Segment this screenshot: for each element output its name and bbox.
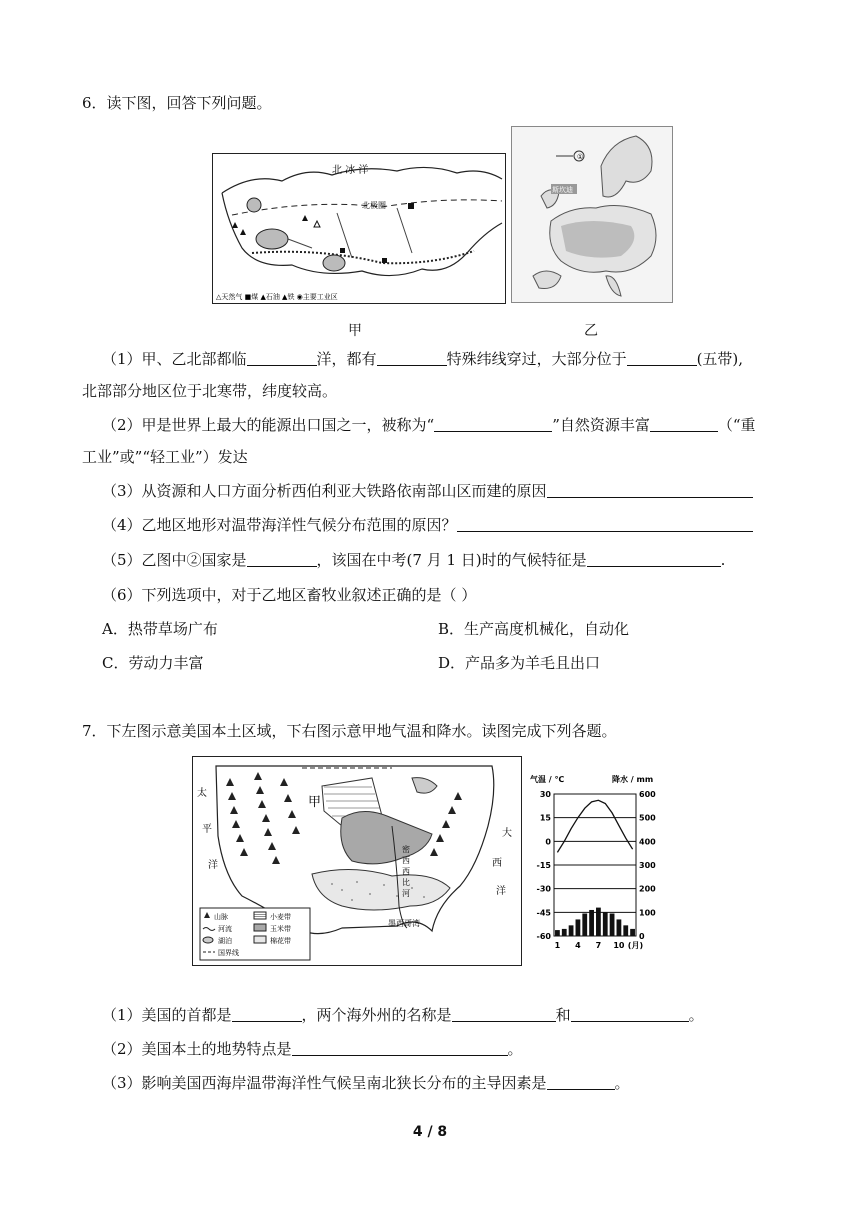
map-jia-ocean: 北 冰 洋 <box>332 165 369 176</box>
precip-bar <box>617 919 622 936</box>
left-tick-label: -45 <box>536 908 551 918</box>
q6-sub1-cont: 北部部分地区位于北寒带，纬度较高。 <box>82 382 338 400</box>
option-a[interactable]: A．热带草场广布 <box>102 620 218 638</box>
q6-sub5: （5）乙图中②国家是 ，该国在中考(7 月 1 日)时的气候特征是 . <box>102 551 726 569</box>
svg-text:河: 河 <box>402 889 410 898</box>
q6-sub4: （4）乙地区地形对温带海洋性气候分布范围的原因？ <box>102 514 802 536</box>
svg-text:洋: 洋 <box>208 860 218 871</box>
x-tick-label: 4 <box>575 941 581 950</box>
svg-text:洋: 洋 <box>496 886 506 897</box>
svg-text:棉花带: 棉花带 <box>270 937 291 945</box>
q7-sub2: （2）美国本土的地势特点是 。 <box>102 1040 523 1058</box>
right-axis-title: 降水 / mm <box>612 775 654 784</box>
precip-bar <box>596 908 601 936</box>
q6-sub2: （2）甲是世界上最大的能源出口国之一，被称为“ ”自然资源丰富 （“重 <box>102 416 756 434</box>
map-jia-circle: 北极圈 <box>362 201 386 210</box>
precip-bar <box>582 914 587 936</box>
precip-bar <box>569 925 574 936</box>
precip-bar <box>576 919 581 936</box>
precip-bar <box>630 929 635 936</box>
x-tick-label: 10 <box>613 941 625 950</box>
right-tick-label: 300 <box>639 861 656 870</box>
map-jia-legend: △天然气 ■煤 ▲石油 ▲铁 ◉主要工业区 <box>216 293 338 301</box>
precip-bar <box>610 914 615 936</box>
right-tick-label: 0 <box>639 932 645 941</box>
option-c[interactable]: C．劳动力丰富 <box>102 654 204 672</box>
left-tick-label: -15 <box>536 861 551 870</box>
right-tick-label: 100 <box>639 908 656 918</box>
svg-text:玉米带: 玉米带 <box>270 925 291 933</box>
option-b[interactable]: B．生产高度机械化，自动化 <box>438 620 630 638</box>
precip-bar <box>555 930 560 936</box>
blank[interactable] <box>247 551 317 567</box>
q6-sub6: （6）下列选项中，对于乙地区畜牧业叙述正确的是（ ） <box>102 586 477 604</box>
svg-text:密: 密 <box>402 845 410 854</box>
q7-sub1: （1）美国的首都是 ，两个海外州的名称是 和 。 <box>102 1006 704 1024</box>
map-jia <box>212 153 506 304</box>
map-usa <box>192 756 522 966</box>
map-usa-jia: 甲 <box>308 795 322 810</box>
blank[interactable] <box>232 1006 302 1022</box>
left-tick-label: 15 <box>539 813 551 823</box>
map-yi <box>511 126 673 303</box>
svg-text:河流: 河流 <box>218 925 232 933</box>
right-tick-label: 500 <box>639 813 656 823</box>
map-usa-gulf: 墨西哥湾 <box>388 919 420 928</box>
blank[interactable] <box>587 551 721 567</box>
q6-sub1: （1）甲、乙北部都临 洋，都有 特殊纬线穿过，大部分位于 (五带), <box>102 350 744 368</box>
blank[interactable] <box>452 1006 556 1022</box>
left-tick-label: -30 <box>536 884 551 894</box>
q6-sub2-cont: 工业”或”“轻工业”）发达 <box>82 448 248 466</box>
blank[interactable] <box>292 1040 508 1056</box>
left-axis-title: 气温 / ℃ <box>530 775 565 784</box>
blank[interactable] <box>650 416 718 432</box>
blank[interactable] <box>547 482 753 498</box>
svg-text:西: 西 <box>402 856 410 865</box>
svg-text:湖泊: 湖泊 <box>218 937 232 945</box>
left-tick-label: -60 <box>536 932 551 941</box>
map-jia-label: 甲 <box>348 323 362 339</box>
svg-text:西: 西 <box>402 867 410 876</box>
x-unit-label: (月) <box>627 941 644 950</box>
climate-chart <box>530 770 670 960</box>
blank[interactable] <box>571 1006 689 1022</box>
blank[interactable] <box>434 416 552 432</box>
right-tick-label: 600 <box>639 790 656 799</box>
svg-text:国界线: 国界线 <box>218 949 239 957</box>
svg-text:西: 西 <box>492 858 502 869</box>
svg-text:①: ① <box>577 153 584 161</box>
x-tick-label: 1 <box>554 941 561 950</box>
map-yi-tag: 斯坎迪 <box>552 186 573 194</box>
precip-bar <box>603 912 608 936</box>
q7-title: 7．下左图示意美国本土区域，下右图示意甲地气温和降水。读图完成下列各题。 <box>82 722 617 740</box>
precip-bar <box>623 925 628 936</box>
q7-sub3: （3）影响美国西海岸温带海洋性气候呈南北狭长分布的主导因素是 。 <box>102 1074 630 1092</box>
blank[interactable] <box>247 350 317 366</box>
right-tick-label: 200 <box>639 884 656 894</box>
left-tick-label: 0 <box>545 837 551 847</box>
option-d[interactable]: D．产品多为羊毛且出口 <box>438 654 601 672</box>
right-tick-label: 400 <box>639 837 656 847</box>
blank[interactable] <box>627 350 697 366</box>
q6-title: 6．读下图，回答下列问题。 <box>82 94 272 112</box>
blank[interactable] <box>377 350 447 366</box>
svg-text:山脉: 山脉 <box>214 913 228 921</box>
page-number: 4 / 8 <box>412 1124 448 1140</box>
svg-text:比: 比 <box>402 878 410 887</box>
svg-text:平: 平 <box>202 824 212 835</box>
svg-text:小麦带: 小麦带 <box>270 913 291 921</box>
precip-bar <box>589 910 594 936</box>
blank[interactable] <box>457 516 753 532</box>
map-yi-label: 乙 <box>584 323 598 339</box>
temperature-line <box>557 800 632 852</box>
precip-bar <box>562 929 567 936</box>
svg-text:大: 大 <box>502 828 512 839</box>
blank[interactable] <box>547 1074 615 1090</box>
svg-text:太: 太 <box>197 788 207 799</box>
left-tick-label: 30 <box>539 790 551 799</box>
q6-sub3: （3）从资源和人口方面分析西伯利亚大铁路依南部山区而建的原因 <box>102 480 802 502</box>
x-tick-label: 7 <box>595 941 602 950</box>
